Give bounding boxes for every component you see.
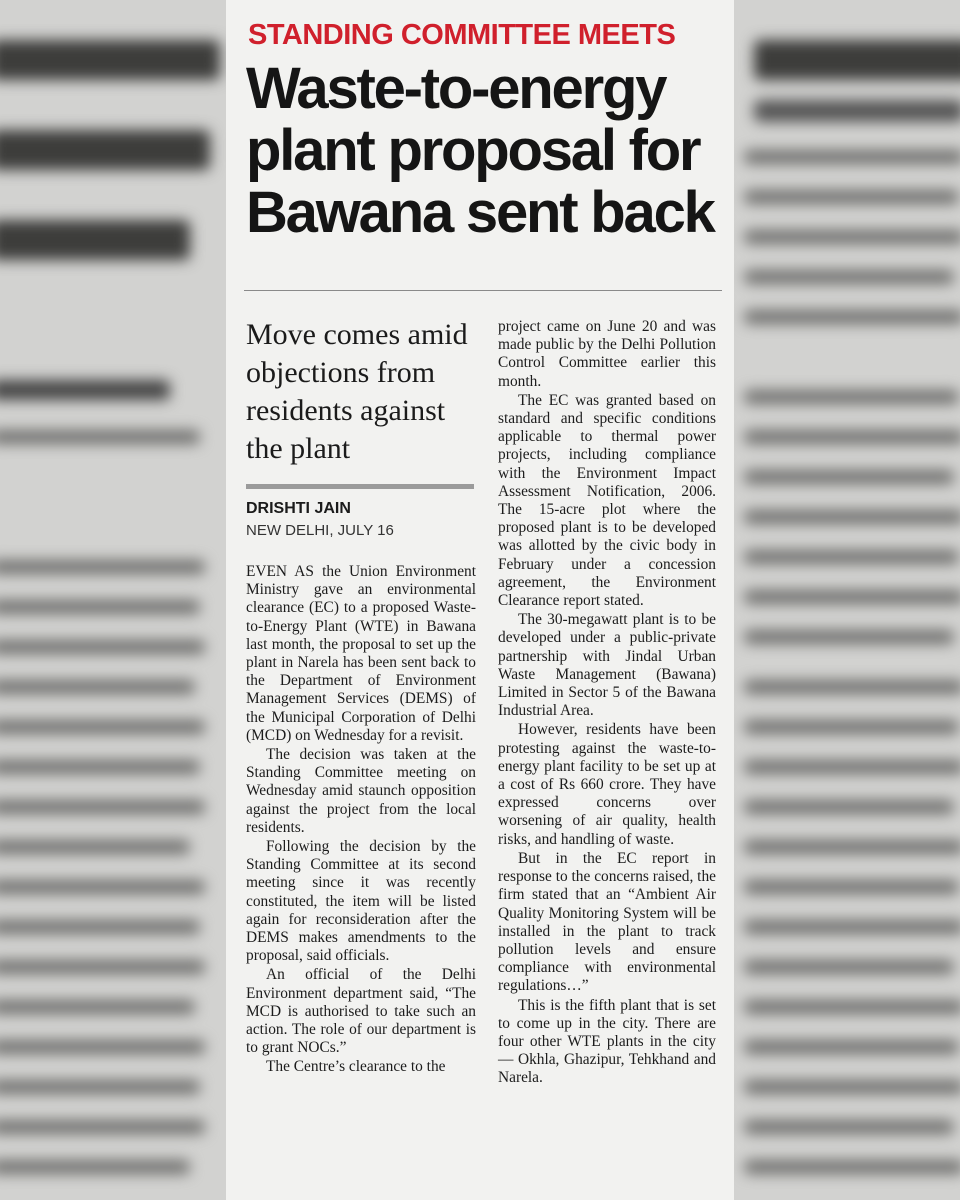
paragraph: The Centre’s clearance to the bbox=[266, 1058, 446, 1076]
paragraph: The 30-megawatt plant is to be developed under a public-private partnership with Jindal Urban Waste Management (Bawana) Limited in Sector 5 of the Bawana Industrial Area. bbox=[498, 611, 716, 720]
paragraph: The EC was granted based on standard and specific conditions applicable to thermal power projects, including compliance with the Environment Impact Assessment Notification, 2006. The 15-acre plot where the proposed plant is to be developed was allotted by the civic body in February under a concession agreement, the Environment Clearance report stated. bbox=[498, 391, 716, 610]
article-column-1 bbox=[246, 563, 476, 1077]
paragraph: However, residents have been protesting against the waste-to-energy plant facility to be set up at a cost of Rs 660 crore. They have expressed concerns over worsening of air quality, health risks, and handling of waste. bbox=[498, 721, 716, 848]
byline-divider bbox=[246, 484, 474, 489]
paragraph: EVEN AS the Union Environment Ministry gave an environmental clearance (EC) to a proposed Waste-to-Energy Plant (WTE) in Bawana last month, the proposal to set up the plant in Narela has been sent back to the Department of Environment Management Services (DEMS) of the Municipal Corporation of Delhi (MCD) on Wednesday for a revisit. bbox=[246, 563, 476, 744]
paragraph: project came on June 20 and was made public by the Delhi Pollution Control Committee earlier this month. bbox=[498, 318, 716, 390]
article-kicker: STANDING COMMITTEE MEETS bbox=[248, 19, 676, 51]
article-deck: Move comes amid objections from residents against the plant bbox=[246, 318, 468, 465]
headline-line-3: Bawana sent back bbox=[246, 180, 714, 245]
article-headline bbox=[246, 58, 726, 244]
headline-line-1: Waste-to-energy bbox=[246, 56, 666, 121]
paragraph: Following the decision by the Standing Committee at its second meeting since it was recently constituted, the item will be listed again for reconsideration after the DEMS makes amendments to the proposal, said officials. bbox=[246, 838, 476, 965]
article-byline: DRISHTI JAIN bbox=[246, 500, 351, 517]
headline-divider bbox=[244, 290, 722, 291]
blurred-left-page bbox=[0, 0, 226, 1200]
headline-line-2: plant proposal for bbox=[246, 118, 700, 183]
article-column-2 bbox=[498, 318, 716, 1088]
paragraph: An official of the Delhi Environment department said, “The MCD is authorised to take such an action. The role of our department is to grant NOCs.” bbox=[246, 966, 476, 1057]
paragraph: This is the fifth plant that is set to come up in the city. There are four other WTE plants in the city — Okhla, Ghazipur, Tehkhand and Narela. bbox=[498, 996, 716, 1087]
blurred-right-page bbox=[734, 0, 960, 1200]
paragraph: But in the EC report in response to the concerns raised, the firm stated that an “Ambient Air Quality Monitoring System will be installed in the plant to track pollution levels and ensure compliance with environmental regulations…” bbox=[498, 849, 716, 995]
news-article bbox=[226, 0, 734, 1200]
article-dateline: NEW DELHI, JULY 16 bbox=[246, 522, 394, 539]
paragraph: The decision was taken at the Standing Committee meeting on Wednesday amid staunch opposition against the project from the local residents. bbox=[246, 746, 476, 836]
